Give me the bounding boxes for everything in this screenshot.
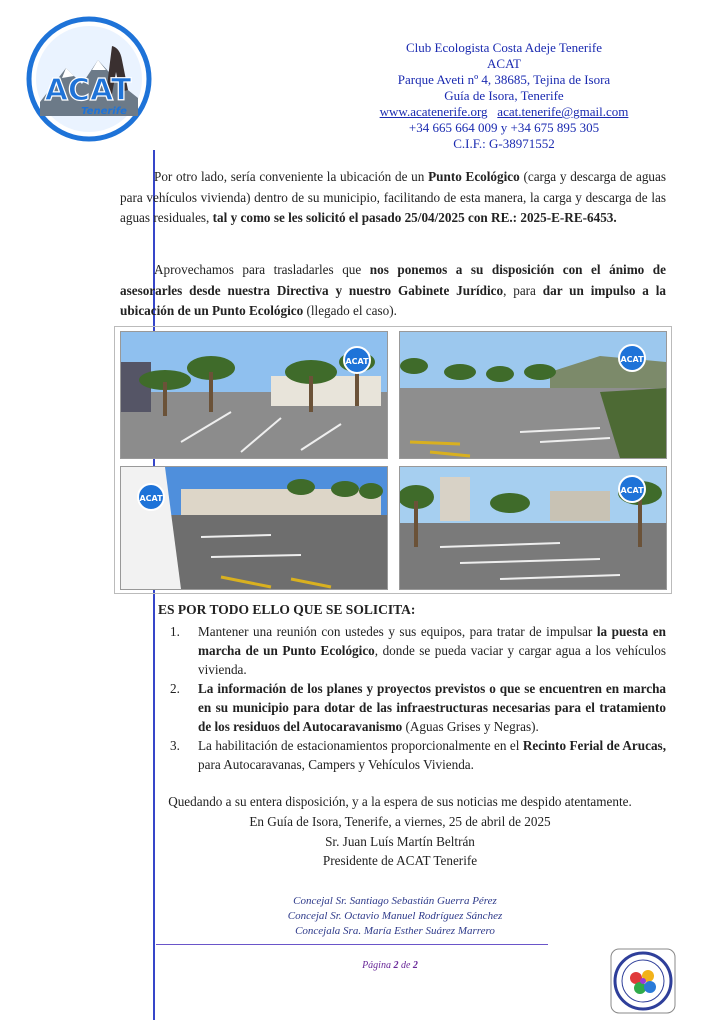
logo-subtext: Tenerife <box>81 106 127 117</box>
bold-text: Punto Ecológico <box>428 169 520 184</box>
logo-text: ACAT <box>44 73 132 108</box>
acat-logo <box>26 16 152 142</box>
address-line: Parque Aveti nº 4, 38685, Tejina de Isora <box>397 72 611 87</box>
bold-text: Recinto Ferial de Arucas, <box>522 738 666 753</box>
bold-text: nos ponemos a su disposición con el ánimo de asesorarles desde nuestra Directiva y nuestro Gabinete Jurídico <box>120 262 666 298</box>
text: para Autocaravanas, Campers y Vehículos Vivienda. <box>198 757 474 772</box>
cif-line: C.I.F.: G-38971552 <box>453 136 555 151</box>
bold-text: tal y como se les solicitó el pasado 25/04/2025 con RE.: 2025-E-RE-6453. <box>212 210 617 225</box>
parking-photo <box>399 466 667 590</box>
place-date: En Guía de Isora, Tenerife, a viernes, 25 de abril de 2025 <box>249 814 551 829</box>
photo-watermark: ACAT <box>345 357 369 366</box>
bold-text: dar un impulso a la ubicación de un Punto Ecológico <box>120 282 666 318</box>
paragraph-disposicion <box>120 260 666 322</box>
of-word: de <box>400 960 411 971</box>
footer-rule <box>156 944 548 945</box>
text: , para <box>503 282 543 298</box>
bold-text: la puesta en marcha de un Punto Ecológico <box>198 624 666 658</box>
text: , donde se pueda vaciar y cargar agua a los vehículos vivienda. <box>198 643 666 677</box>
page-word: Página <box>362 960 391 971</box>
closing-line: Quedando a su entera disposición, y a la espera de sus noticias me despido atentamente. <box>168 794 632 809</box>
parking-photo <box>399 331 667 459</box>
page-number <box>330 960 450 971</box>
list-item <box>170 622 666 679</box>
list-item <box>170 736 666 774</box>
page-total: 2 <box>412 960 418 971</box>
contact-links <box>364 104 644 120</box>
photo-grid <box>114 326 672 594</box>
email-link[interactable]: acat.tenerife@gmail.com <box>497 104 629 119</box>
club-name: Club Ecologista Costa Adeje Tenerife <box>406 40 602 55</box>
city-line: Guía de Isora, Tenerife <box>444 88 564 103</box>
page-num: 2 <box>393 960 399 971</box>
request-title: ES POR TODO ELLO QUE SE SOLICITA: <box>158 602 416 617</box>
signature-block <box>120 808 680 871</box>
parking-photo <box>120 466 388 590</box>
text: Aprovechamos para trasladarles que <box>154 262 370 277</box>
photo-watermark: ACAT <box>620 355 644 364</box>
club-acronym: ACAT <box>487 56 521 71</box>
cc-recipient: Concejal Sr. Santiago Sebastián Guerra Pérez <box>293 895 497 907</box>
cc-recipient: Concejala Sra. María Esther Suárez Marrero <box>295 925 495 937</box>
parking-photo <box>120 331 388 459</box>
signer-role: Presidente de ACAT Tenerife <box>322 853 478 868</box>
item-number: 2. <box>170 681 180 696</box>
letterhead <box>364 40 644 152</box>
photo-watermark: ACAT <box>620 486 644 495</box>
request-list <box>170 622 666 774</box>
phone-line: +34 665 664 009 y +34 675 895 305 <box>408 120 600 135</box>
text: (carga y descarga de aguas para vehículos vivienda) dentro de su municipio, facilitando de esta manera, la carga y descarga de las aguas residuales, <box>120 169 666 225</box>
text: La habilitación de estacionamientos proporcionalmente en el <box>198 738 523 753</box>
website-link[interactable]: www.acatenerife.org <box>379 104 488 119</box>
cc-list <box>230 894 560 939</box>
photo-watermark: ACAT <box>139 494 163 503</box>
signer-name: Sr. Juan Luís Martín Beltrán <box>325 833 475 849</box>
list-item <box>170 679 666 736</box>
text: (Aguas Grises y Negras). <box>402 719 539 734</box>
text: (llegado el caso). <box>303 303 397 318</box>
cc-recipient: Concejal Sr. Octavio Manuel Rodríguez Sánchez <box>287 910 503 922</box>
bold-text: La información de los planes y proyectos previstos o que se encuentren en marcha en su municipio para dotar de las infraestructuras necesarias para el tratamiento de los residuos del Autocaravanismo <box>198 681 666 734</box>
paragraph-punto-ecologico <box>120 167 666 229</box>
federation-seal <box>610 948 676 1014</box>
text: Por otro lado, sería conveniente la ubicación de un <box>154 169 429 184</box>
text: Mantener una reunión con ustedes y sus equipos, para tratar de impulsar <box>198 624 597 639</box>
item-number: 3. <box>170 738 180 753</box>
item-number: 1. <box>170 624 180 639</box>
